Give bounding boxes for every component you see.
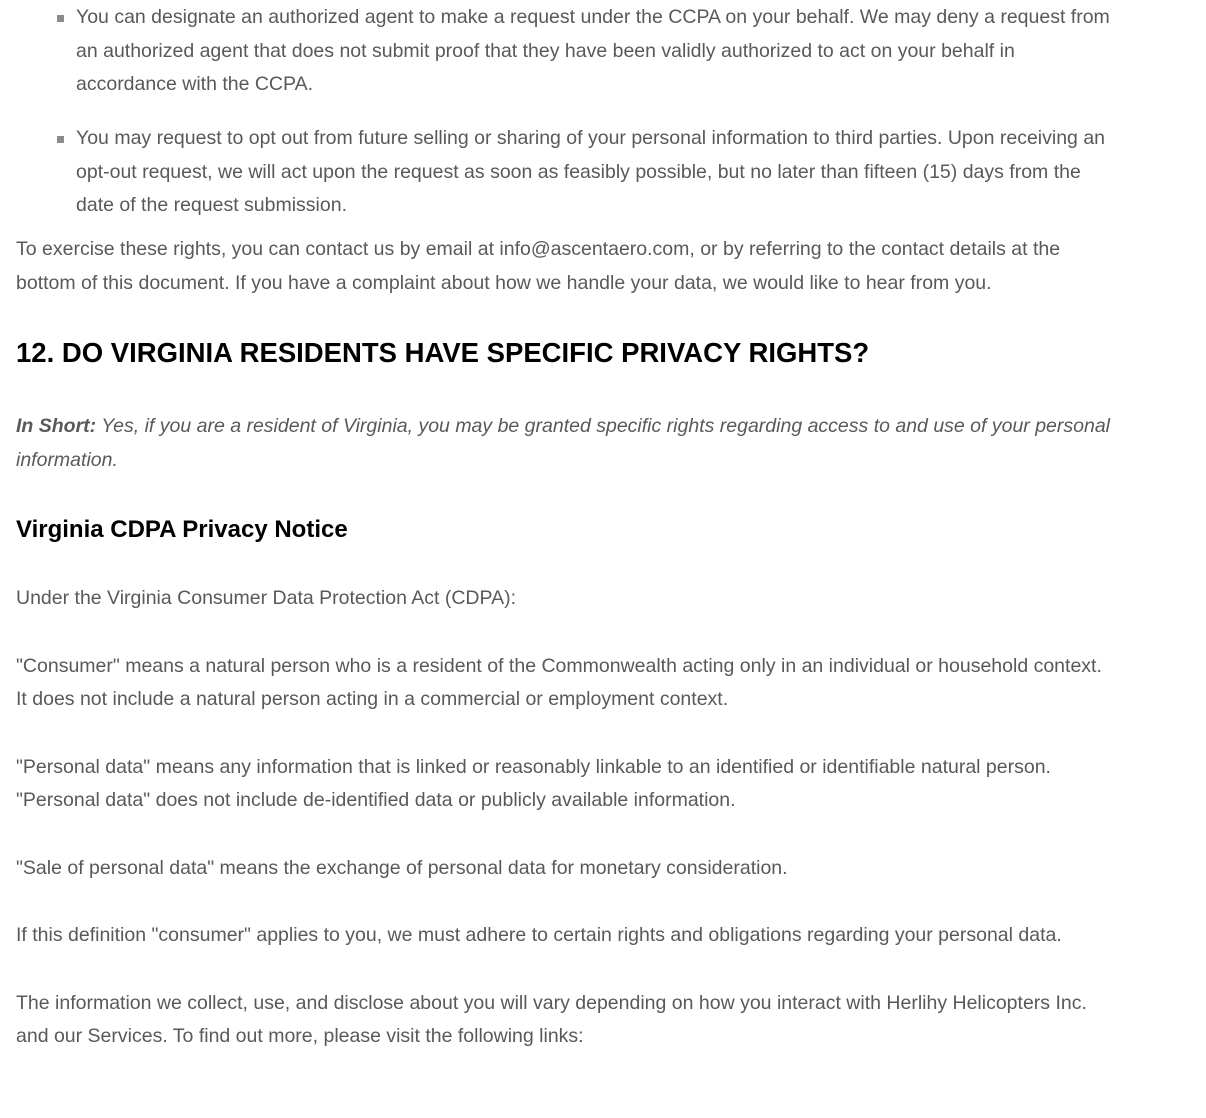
consumer-definition: "Consumer" means a natural person who is a resident of the Commonwealth acting only in an individual or household context. It does not include a natural person acting in a commercial or employment context. bbox=[16, 654, 1102, 710]
in-short-label: In Short: bbox=[16, 415, 97, 437]
ccpa-rights-list bbox=[16, 1, 1116, 223]
section-heading: 12. DO VIRGINIA RESIDENTS HAVE SPECIFIC PRIVACY RIGHTS? bbox=[16, 337, 870, 368]
square-bullet-icon bbox=[57, 15, 64, 22]
list-item-text: You may request to opt out from future selling or sharing of your personal information to third parties. Upon receiving an opt-out request, we will act upon the request as soon as feasibly possible, but no later than fifteen (15) days from the date of the request submission. bbox=[76, 127, 1106, 216]
list-item-text: You can designate an authorized agent to make a request under the CCPA on your behalf. We may deny a request from an authorized agent that does not submit proof that they have been validly authorized to act on your behalf in accordance with the CCPA. bbox=[76, 6, 1110, 95]
square-bullet-icon bbox=[57, 136, 64, 143]
notice-heading: Virginia CDPA Privacy Notice bbox=[16, 516, 348, 543]
in-short-text: Yes, if you are a resident of Virginia, you may be granted specific rights regarding access to and use of your personal information. bbox=[16, 415, 1111, 471]
list-item bbox=[16, 1, 1116, 102]
in-short-paragraph bbox=[16, 410, 1116, 477]
cdpa-intro-paragraph: Under the Virginia Consumer Data Protection Act (CDPA): bbox=[16, 587, 516, 609]
applies-paragraph: If this definition "consumer" applies to you, we must adhere to certain rights and obligations regarding your personal data. bbox=[16, 924, 1062, 946]
list-item bbox=[16, 122, 1116, 223]
sale-definition: "Sale of personal data" means the exchange of personal data for monetary consideration. bbox=[16, 856, 788, 879]
info-links-paragraph: The information we collect, use, and disclose about you will vary depending on how you interact with Herlihy Helicopters Inc. and our Services. To find out more, please visit the following links: bbox=[16, 991, 1087, 1047]
exercise-rights-paragraph: To exercise these rights, you can contact us by email at info@ascentaero.com, or by referring to the contact details at the bottom of this document. If you have a complaint about how we handle your data, we would like to hear from you. bbox=[16, 238, 1061, 294]
privacy-policy-content bbox=[16, 0, 1116, 1054]
personal-data-definition: "Personal data" means any information that is linked or reasonably linkable to an identified or identifiable natural person. "Personal data" does not include de-identified data or publicly available information. bbox=[16, 755, 1051, 811]
